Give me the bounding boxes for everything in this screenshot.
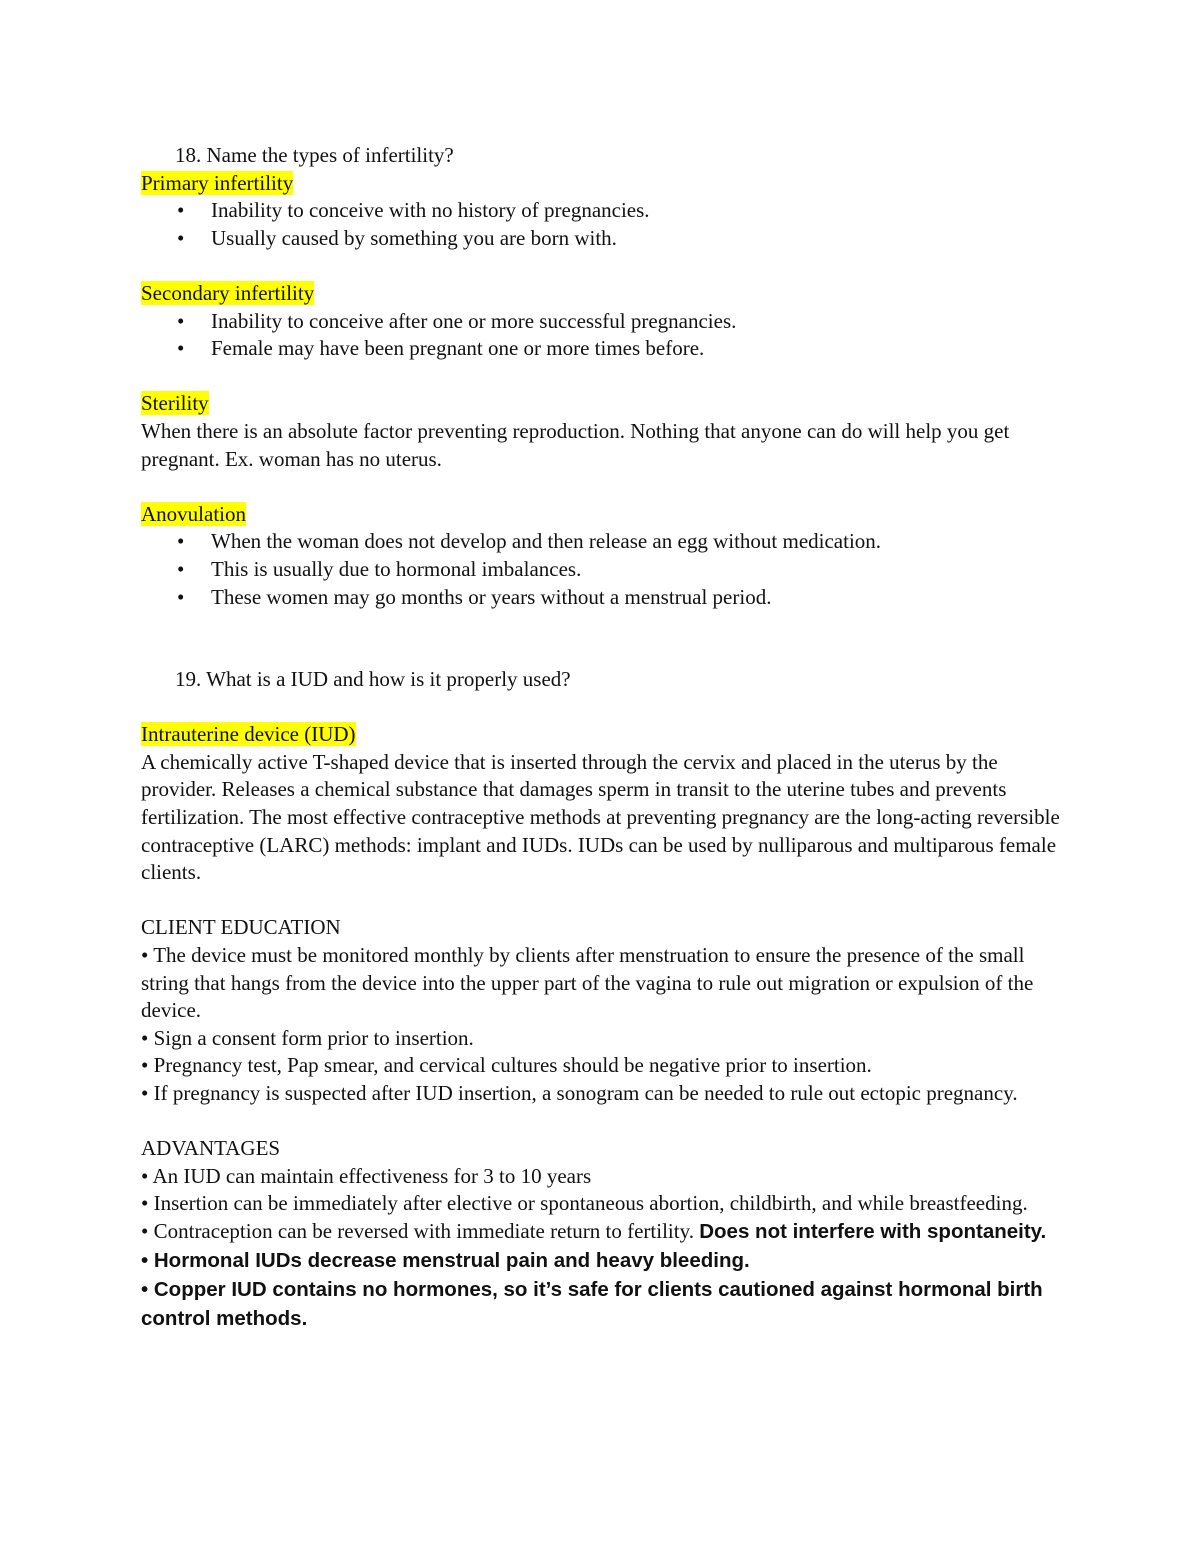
list-item	[141, 225, 1066, 253]
secondary-infertility-heading	[141, 280, 1066, 308]
bullet-icon: •	[177, 556, 185, 581]
advantage-item: • Insertion can be immediately after elective or spontaneous abortion, childbirth, and while breastfeeding.	[141, 1191, 1028, 1216]
iud-heading	[141, 721, 1066, 749]
spacer	[141, 1108, 1066, 1136]
client-education-heading: CLIENT EDUCATION	[141, 915, 341, 940]
highlight: Intrauterine device (IUD)	[141, 722, 356, 747]
question-18: 18. Name the types of infertility?	[175, 143, 454, 167]
sterility-heading	[141, 390, 1066, 418]
education-item: • Pregnancy test, Pap smear, and cervical cultures should be negative prior to insertion.	[141, 1053, 872, 1078]
spacer	[141, 694, 1066, 722]
list-item-text: Usually caused by something you are born with.	[211, 225, 617, 250]
highlight: Primary infertility	[141, 170, 294, 195]
list-item	[141, 308, 1066, 336]
list-item	[141, 197, 1066, 225]
spacer	[141, 363, 1066, 391]
anovulation-heading	[141, 501, 1066, 529]
list-item-text: Female may have been pregnant one or more times before.	[211, 336, 705, 361]
sterility-text: When there is an absolute factor preventing reproduction. Nothing that anyone can do will help you get pregnant. Ex. woman has no uterus.	[141, 418, 1010, 471]
education-item: • If pregnancy is suspected after IUD insertion, a sonogram can be needed to rule out ectopic pregnancy.	[141, 1081, 1018, 1105]
bullet-icon: •	[177, 584, 185, 609]
bullet-icon: •	[177, 529, 185, 554]
advantage-item: • An IUD can maintain effectiveness for 3 to 10 years	[141, 1163, 592, 1188]
iud-description: A chemically active T-shaped device that is inserted through the cervix and placed in the uterus by the provider. Releases a chemical substance that damages sperm in transit to the uterine tubes and prevents fertilization. The most effective contraceptive methods at preventing pregnancy are the long-acting reversible contraceptive (LARC) methods: implant and IUDs. IUDs can be used by nulliparous and multiparous female clients.	[141, 749, 1060, 885]
list-item-text: Inability to conceive with no history of pregnancies.	[211, 198, 650, 223]
highlight: Sterility	[141, 391, 209, 416]
advantage-item-bold-text: Does not interfere with spontaneity.	[699, 1219, 1047, 1243]
list-item-text: This is usually due to hormonal imbalances.	[211, 556, 582, 581]
question-19: 19. What is a IUD and how is it properly used?	[175, 667, 571, 692]
advantages-heading: ADVANTAGES	[141, 1136, 281, 1161]
list-item-text: When the woman does not develop and then release an egg without medication.	[211, 529, 882, 554]
bullet-icon: •	[177, 225, 185, 250]
bullet-icon: •	[177, 198, 185, 223]
advantage-item-text: • Contraception can be reversed with immediate return to fertility.	[141, 1218, 700, 1243]
bullet-icon: •	[177, 336, 185, 361]
anovulation-list	[141, 528, 1066, 611]
secondary-infertility-list	[141, 308, 1066, 363]
list-item	[141, 528, 1066, 556]
list-item-text: Inability to conceive after one or more successful pregnancies.	[211, 308, 737, 333]
list-item	[141, 584, 1066, 612]
education-item: • The device must be monitored monthly by clients after menstruation to ensure the presence of the small string that hangs from the device into the upper part of the vagina to rule out migration or expulsion of the device.	[141, 943, 1034, 1023]
advantage-item	[141, 1218, 1066, 1246]
list-item	[141, 556, 1066, 584]
advantage-item-bold: • Hormonal IUDs decrease menstrual pain and heavy bleeding.	[141, 1248, 750, 1272]
primary-infertility-list	[141, 197, 1066, 252]
advantage-item-bold: • Copper IUD contains no hormones, so it’s safe for clients cautioned against hormonal birth control methods.	[141, 1277, 1043, 1330]
primary-infertility-heading	[141, 170, 1066, 198]
spacer	[141, 611, 1066, 666]
highlight: Anovulation	[141, 501, 246, 526]
spacer	[141, 473, 1066, 501]
bullet-icon: •	[177, 308, 185, 333]
document-body	[141, 142, 1066, 1333]
list-item-text: These women may go months or years without a menstrual period.	[211, 584, 772, 609]
spacer	[141, 252, 1066, 280]
education-item: • Sign a consent form prior to insertion.	[141, 1025, 474, 1050]
spacer	[141, 887, 1066, 915]
list-item	[141, 335, 1066, 363]
highlight: Secondary infertility	[141, 280, 315, 305]
